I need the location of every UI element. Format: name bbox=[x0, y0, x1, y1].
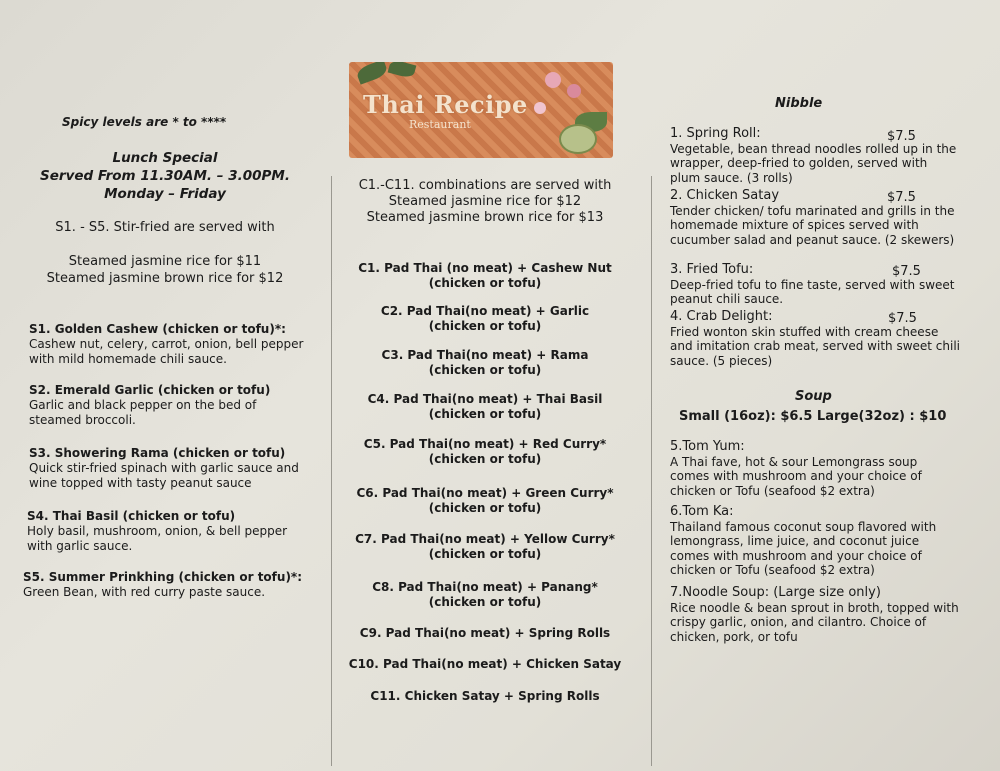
menu-item-title: S3. Showering Rama (chicken or tofu) bbox=[29, 446, 286, 460]
nibble-item-title: 1. Spring Roll: bbox=[670, 126, 761, 141]
combo-head-line: Steamed jasmine brown rice for $13 bbox=[366, 210, 604, 225]
nibble-item-2 bbox=[670, 189, 960, 247]
soup-item-title: 7.Noodle Soup: (Large size only) bbox=[670, 585, 881, 600]
bowl-decoration bbox=[559, 124, 597, 154]
menu-item-desc: Quick stir-fried spinach with garlic sauce and wine topped with tasty peanut sauce bbox=[29, 461, 299, 490]
soup-sizes: Small (16oz): $6.5 Large(32oz) : $10 bbox=[679, 409, 947, 424]
flower-decoration bbox=[567, 84, 581, 98]
combo-name: C7. Pad Thai(no meat) + Yellow Curry* bbox=[355, 532, 615, 546]
combo-item-c7 bbox=[345, 532, 625, 562]
logo-subtitle: Restaurant bbox=[409, 118, 471, 131]
soup-item-title: 6.Tom Ka: bbox=[670, 504, 734, 519]
nibble-item-title: 3. Fried Tofu: bbox=[670, 262, 754, 277]
lunch-special-header bbox=[40, 149, 290, 203]
nibble-price-4: $7.5 bbox=[888, 311, 917, 326]
combo-head-line: Steamed jasmine rice for $12 bbox=[388, 194, 582, 209]
nibble-price-3: $7.5 bbox=[892, 264, 921, 279]
menu-item-s1 bbox=[29, 322, 324, 367]
menu-item-desc: Cashew nut, celery, carrot, onion, bell pepper with mild homemade chili sauce. bbox=[29, 337, 304, 366]
leaf-decoration bbox=[355, 62, 389, 85]
combo-item-c11 bbox=[345, 689, 625, 704]
menu-item-desc: Holy basil, mushroom, onion, & bell pepper with garlic sauce. bbox=[27, 524, 288, 553]
menu-item-s5 bbox=[23, 570, 313, 600]
stir-fried-note: S1. - S5. Stir-fried are served with bbox=[55, 220, 275, 235]
column-divider-left bbox=[331, 176, 332, 766]
lunch-time: Served From 11.30AM. – 3.00PM. bbox=[40, 168, 290, 184]
combo-choice: (chicken or tofu) bbox=[428, 363, 542, 377]
nibble-item-title: 2. Chicken Satay bbox=[670, 188, 780, 203]
combo-item-c9 bbox=[345, 626, 625, 641]
nibble-price-2: $7.5 bbox=[887, 190, 916, 205]
menu-item-s2 bbox=[29, 383, 304, 428]
soup-heading: Soup bbox=[795, 389, 832, 404]
nibble-heading: Nibble bbox=[775, 96, 823, 111]
menu-item-s4 bbox=[27, 509, 307, 554]
soup-item-7 bbox=[670, 586, 960, 644]
rice-price-brown: Steamed jasmine brown rice for $12 bbox=[46, 271, 284, 286]
soup-item-desc: Thailand famous coconut soup flavored with lemongrass, lime juice, and coconut juice comes with mushroom and your choice of chicken or Tofu (seafood $2 extra) bbox=[670, 519, 937, 577]
menu-item-title: S5. Summer Prinkhing (chicken or tofu)*: bbox=[23, 570, 302, 584]
spicy-levels-note: Spicy levels are * to **** bbox=[62, 115, 227, 129]
combo-head-line: C1.-C11. combinations are served with bbox=[358, 178, 612, 193]
combo-item-c1 bbox=[345, 261, 625, 291]
combo-choice: (chicken or tofu) bbox=[428, 276, 542, 290]
nibble-item-desc: Fried wonton skin stuffed with cream cheese and imitation crab meat, served with sweet chili sauce. (5 pieces) bbox=[670, 324, 960, 368]
nibble-item-desc: Vegetable, bean thread noodles rolled up in the wrapper, deep-fried to golden, served with plum sauce. (3 rolls) bbox=[670, 141, 957, 185]
restaurant-logo bbox=[349, 62, 613, 158]
combo-name: C9. Pad Thai(no meat) + Spring Rolls bbox=[359, 626, 611, 640]
soup-item-desc: A Thai fave, hot & sour Lemongrass soup comes with mushroom and your choice of chicken or Tofu (seafood $2 extra) bbox=[670, 454, 922, 498]
combinations-header bbox=[345, 178, 625, 226]
column-divider-right bbox=[651, 176, 652, 766]
combo-item-c8 bbox=[345, 580, 625, 610]
menu-item-desc: Garlic and black pepper on the bed of steamed broccoli. bbox=[29, 398, 257, 427]
soup-item-5 bbox=[670, 440, 960, 498]
logo-title: Thai Recipe bbox=[363, 90, 528, 119]
menu-item-title: S2. Emerald Garlic (chicken or tofu) bbox=[29, 383, 271, 397]
lunch-title: Lunch Special bbox=[112, 150, 218, 166]
combo-choice: (chicken or tofu) bbox=[428, 407, 542, 421]
combo-name: C1. Pad Thai (no meat) + Cashew Nut bbox=[358, 261, 612, 275]
combo-item-c10 bbox=[345, 657, 625, 672]
menu-item-desc: Green Bean, with red curry paste sauce. bbox=[23, 585, 266, 599]
combo-name: C6. Pad Thai(no meat) + Green Curry* bbox=[356, 486, 614, 500]
rice-prices bbox=[30, 253, 300, 287]
combo-choice: (chicken or tofu) bbox=[428, 595, 542, 609]
rice-price-jasmine: Steamed jasmine rice for $11 bbox=[68, 254, 262, 269]
combo-item-c3 bbox=[345, 348, 625, 378]
combo-name: C2. Pad Thai(no meat) + Garlic bbox=[380, 304, 590, 318]
nibble-item-desc: Tender chicken/ tofu marinated and grills in the homemade mixture of spices served with cucumber salad and peanut sauce. (2 skewers) bbox=[670, 203, 955, 247]
nibble-item-desc: Deep-fried tofu to fine taste, served with sweet peanut chili sauce. bbox=[670, 277, 955, 306]
soup-item-desc: Rice noodle & bean sprout in broth, topped with crispy garlic, onion, and cilantro. Choice of chicken, pork, or tofu bbox=[670, 600, 959, 644]
combo-choice: (chicken or tofu) bbox=[428, 319, 542, 333]
flower-decoration bbox=[534, 102, 546, 114]
lunch-days: Monday – Friday bbox=[104, 186, 226, 202]
nibble-price-1: $7.5 bbox=[887, 129, 916, 144]
combo-name: C5. Pad Thai(no meat) + Red Curry* bbox=[363, 437, 607, 451]
soup-item-title: 5.Tom Yum: bbox=[670, 439, 745, 454]
combo-name: C4. Pad Thai(no meat) + Thai Basil bbox=[367, 392, 603, 406]
flower-decoration bbox=[545, 72, 561, 88]
nibble-item-1 bbox=[670, 127, 960, 185]
combo-item-c6 bbox=[345, 486, 625, 516]
combo-item-c2 bbox=[345, 304, 625, 334]
combo-choice: (chicken or tofu) bbox=[428, 501, 542, 515]
menu-item-title: S4. Thai Basil (chicken or tofu) bbox=[27, 509, 236, 523]
combo-item-c5 bbox=[345, 437, 625, 467]
combo-name: C3. Pad Thai(no meat) + Rama bbox=[381, 348, 589, 362]
nibble-item-title: 4. Crab Delight: bbox=[670, 309, 773, 324]
menu-item-title: S1. Golden Cashew (chicken or tofu)*: bbox=[29, 322, 286, 336]
combo-item-c4 bbox=[345, 392, 625, 422]
combo-name: C8. Pad Thai(no meat) + Panang* bbox=[372, 580, 598, 594]
combo-choice: (chicken or tofu) bbox=[428, 452, 542, 466]
menu-item-s3 bbox=[29, 446, 309, 491]
combo-name: C10. Pad Thai(no meat) + Chicken Satay bbox=[348, 657, 622, 671]
combo-choice: (chicken or tofu) bbox=[428, 547, 542, 561]
combo-name: C11. Chicken Satay + Spring Rolls bbox=[370, 689, 600, 703]
soup-item-6 bbox=[670, 505, 960, 578]
leaf-decoration bbox=[388, 62, 417, 79]
